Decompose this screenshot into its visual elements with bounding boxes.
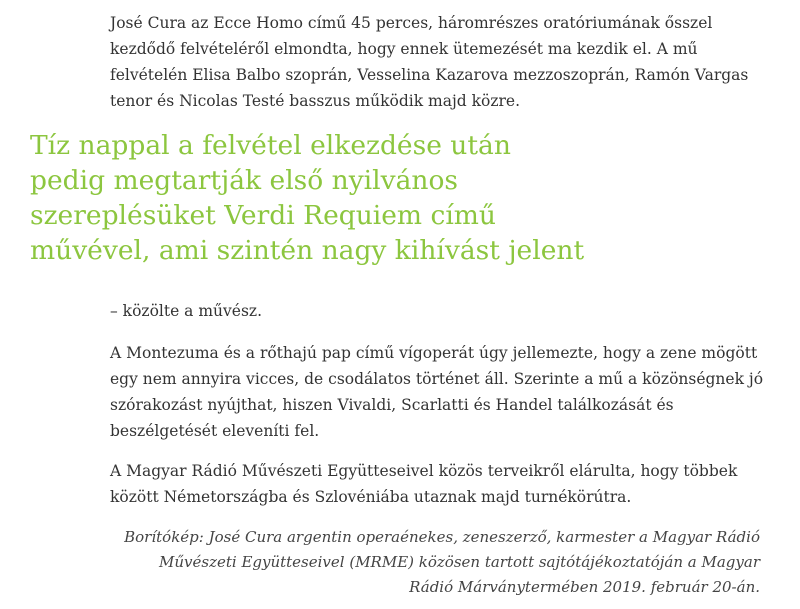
pull-quote: Tíz nappal a felvétel elkezdése után pedig megtartják első nyilvános szereplésüket Verdi Requiem című művével, ami szintén nagy kihívást jelent: [30, 130, 585, 266]
article-paragraph: José Cura az Ecce Homo című 45 perces, háromrészes oratóriumának ősszel kezdődő felvételéről elmondta, hogy ennek ütemezését ma kezdik el. A mű felvételén Elisa Balbo szoprán, Vesselina Kazarova mezzoszoprán, Ramón Vargas tenor és Nicolas Testé basszus működik majd közre.: [110, 14, 749, 110]
quote-attribution: – közölte a művész.: [110, 302, 263, 320]
article-paragraph: A Magyar Rádió Művészeti Együtteseivel közös terveikről elárulta, hogy többek között Németországba és Szlovéniába utaznak majd turnékörútra.: [110, 462, 738, 506]
article-paragraph: A Montezuma és a rőthajú pap című vígoperát úgy jellemezte, hogy a zene mögött egy nem annyira vicces, de csodálatos történet áll. Szerinte a mű a közönségnek jó szórakozást nyújthat, hiszen Vivaldi, Scarlatti és Handel találkozását és beszélgetését eleveníti fel.: [110, 344, 764, 440]
image-caption: Borítókép: José Cura argentin operaénekes, zeneszerző, karmester a Magyar Rádió Művészeti Együtteseivel (MRME) közösen tartott sajtótájékoztatóján a Magyar Rádió Márványtermében 2019. február 20-án.: [124, 528, 760, 596]
